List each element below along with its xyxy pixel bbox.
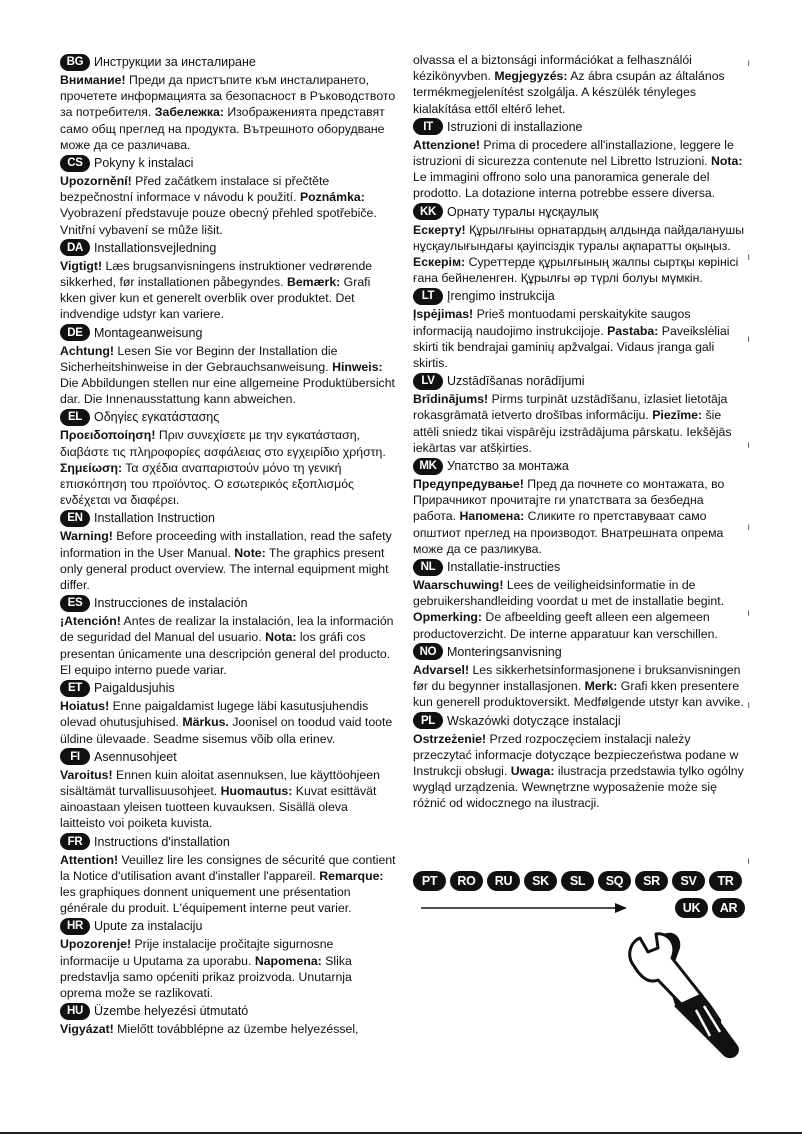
section-body: [413, 662, 749, 711]
edge-mark: ı: [747, 58, 750, 69]
language-badge: KK: [413, 203, 443, 220]
section-title: Upute za instalaciju: [94, 919, 203, 934]
warning-label: Upozorenje!: [60, 937, 132, 952]
language-badge: BG: [60, 54, 90, 71]
section-title: Pokyny k instalaci: [94, 156, 194, 171]
section-title: Instrucciones de instalación: [94, 596, 248, 611]
section-nl: [413, 557, 749, 642]
section-header: [60, 238, 396, 258]
body-text: Lesen Sie vor Beginn der Installation die Sicherheitshinweise in der Gebrauchsanweisung.: [60, 343, 338, 374]
section-header: [60, 747, 396, 767]
body-text: Grafi kken giver kun et generelt overblik over produktet. Det indvendige udstyr kan variere.: [60, 275, 371, 322]
body-text: Kuvat esittävät ainoastaan yleisen tuotteen kuvauksen. Sisällä oleva laitteisto voi poiketa kuvista.: [60, 783, 377, 831]
section-body: [413, 731, 749, 812]
section-body: [413, 391, 749, 456]
section-body: [413, 52, 749, 117]
body-text: Enne paigaldamist lugege läbi kasutusjuhendis olevad ohutusjuhised.: [60, 699, 369, 730]
section-body: [60, 1021, 396, 1037]
body-text: Пред да почнете со монтажата, во Прирачникот прочитајте ги упатствата за безбедна работа.: [413, 477, 725, 524]
warning-label: Σημείωση:: [60, 460, 123, 475]
section-title: Installatie-instructies: [447, 560, 561, 575]
section-header: [60, 1001, 396, 1021]
edge-mark: ı: [747, 856, 750, 867]
language-badge-sv: SV: [672, 871, 705, 891]
warning-label: Waarschuwing!: [413, 578, 504, 593]
warning-label: Предупредување!: [413, 477, 524, 492]
warning-label: Vigyázat!: [60, 1022, 114, 1037]
section-pl: [413, 711, 749, 812]
section-header: [60, 508, 396, 528]
warning-label: Note:: [234, 545, 266, 560]
right-arrow-icon: [419, 898, 675, 918]
section-body: [60, 258, 396, 323]
warning-label: Hoiatus!: [60, 699, 110, 714]
warning-label: Ostrzeżenie!: [413, 731, 487, 746]
warning-label: Poznámka:: [299, 190, 365, 205]
section-header: [60, 916, 396, 936]
section-en: [60, 508, 396, 593]
warning-label: Įspėjimas!: [413, 307, 474, 322]
edge-mark: ı: [747, 440, 750, 451]
language-badge: FR: [60, 833, 90, 850]
warning-label: ¡Atención!: [60, 614, 121, 629]
language-badge-ro: RO: [450, 871, 483, 891]
section-es: [60, 593, 396, 678]
section-body: [60, 698, 396, 747]
right-column: [413, 52, 749, 812]
section-title: Οδηγίες εγκατάστασης: [94, 410, 220, 425]
section-header: [413, 286, 749, 306]
body-text: les graphiques donnent uniquement une présentation générale du produit. L'équipement interne peut varier.: [60, 884, 352, 916]
warning-label: Hinweis:: [332, 359, 383, 374]
warning-label: Pastaba:: [607, 323, 659, 338]
warning-label: Vigtigt!: [60, 258, 103, 273]
section-header: [60, 593, 396, 613]
body-text: Сликите го претставуваат само општиот преглед на производот. Внатрешната опрема може да се разликува.: [413, 509, 724, 556]
body-text: Læs brugsanvisningens instruktioner vedrørende sikkerhed, før installationen påbegyndes.: [60, 258, 373, 290]
section-header: [60, 407, 396, 427]
body-text: olvassa el a biztonsági információkat a felhasználói kézikönyvben.: [413, 53, 692, 84]
body-text: Изображенията представят само общ преглед на продукта. Вътрешното оборудване може да се различава.: [60, 105, 385, 152]
body-text: Joonisel on toodud vaid toote üldine ülevaade. Seadme sisemus võib olla erinev.: [60, 715, 393, 746]
body-text: Before proceeding with installation, read the safety information in the User Manual.: [60, 529, 392, 560]
language-badge: ET: [60, 680, 90, 697]
warning-label: Varoitus!: [60, 767, 113, 782]
body-text: Mielőtt továbblépne az üzembe helyezéssel,: [113, 1022, 359, 1037]
section-body: [60, 767, 396, 832]
section-body: [60, 343, 396, 408]
language-badges-row-1: [413, 869, 749, 893]
section-el: [60, 407, 396, 508]
warning-label: Advarsel!: [413, 662, 470, 677]
section-body: [413, 222, 749, 287]
language-badge: DA: [60, 239, 90, 256]
warning-label: Nota:: [265, 630, 297, 645]
warning-label: Remarque:: [319, 868, 384, 883]
language-badge-sl: SL: [561, 871, 594, 891]
body-text: Құрылғыны орнатардың алдында пайдаланушы нұсқаулығындағы қауіпсіздік туралы ақпаратты оқыңыз.: [413, 222, 745, 253]
body-text: Суреттерде құрылғының жалпы сыртқы көрінісі ғана бейнеленген. Құрылғы әр түрлі болуы мүмкін.: [413, 255, 739, 286]
section-cs: [60, 153, 396, 238]
page-bottom-rule: [0, 1132, 802, 1134]
section-title: Istruzioni di installazione: [447, 119, 583, 134]
body-text: ilustracja przedstawia tylko ogólny wygląd urządzenia. Wewnętrzne wyposażenie może się różnić od widocznego na ilustracji.: [413, 763, 744, 811]
section-header: [413, 642, 749, 662]
language-badge: HR: [60, 918, 90, 935]
warning-label: Warning!: [60, 529, 113, 544]
body-text: šie attēli sniedz tikai vispārēju izstrādājuma pārskatu. Iekšējās iekārtas var atšķirties.: [413, 408, 732, 455]
section-kk: [413, 202, 749, 287]
language-badge: FI: [60, 748, 90, 765]
section-title: Installationsvejledning: [94, 240, 217, 255]
language-badge: IT: [413, 118, 443, 135]
language-badge-pt: PT: [413, 871, 446, 891]
edge-mark: ı: [747, 522, 750, 533]
section-body: [60, 852, 396, 917]
language-badge-tr: TR: [709, 871, 742, 891]
warning-label: Προειδοποίηση!: [60, 428, 156, 443]
language-badge: NL: [413, 559, 443, 576]
language-badges-row-2: [413, 896, 749, 920]
section-hr: [60, 916, 396, 1001]
section-title: Asennusohjeet: [94, 749, 177, 764]
language-badge-ar: AR: [712, 898, 745, 918]
body-text: Paveikslėliai skirti tik bendrajai gaminių apžvalgai. Vidaus įranga gali skirtis.: [413, 323, 730, 371]
section-lv: [413, 371, 749, 456]
section-body: [60, 528, 396, 593]
section-mk: [413, 456, 749, 557]
section-body: [60, 173, 396, 238]
body-text: Grafi kken presentere kun generell produktoversikt. Medfølgende utstyr kan avvike.: [413, 679, 744, 710]
section-title: Инструкции за инсталиране: [94, 55, 256, 69]
section-header: [60, 678, 396, 698]
language-badge: CS: [60, 155, 90, 172]
warning-label: Brīdinājums!: [413, 392, 489, 407]
language-badge: ES: [60, 595, 90, 612]
section-it: [413, 117, 749, 202]
language-badge-ru: RU: [487, 871, 520, 891]
edge-mark: ı: [747, 252, 750, 263]
section-no: [413, 642, 749, 711]
language-badge: PL: [413, 712, 443, 729]
language-badge-sr: SR: [635, 871, 668, 891]
section-body: [413, 306, 749, 371]
section-title: Monteringsanvisning: [447, 644, 562, 659]
body-text: Lees de veiligheidsinformatie in de gebruikershandleiding voordat u met de installatie begint.: [413, 578, 725, 609]
section-et: [60, 678, 396, 747]
body-text: Veuillez lire les consignes de sécurité que contient la Notice d'utilisation avant d'installer l'appareil.: [60, 852, 396, 883]
section-body: [60, 613, 396, 678]
warning-label: Märkus.: [182, 715, 229, 730]
section-title: Упатство за монтажа: [447, 459, 569, 474]
warning-label: Piezīme:: [652, 408, 703, 423]
body-text: The graphics present only general product overview. The internal equipment might differ.: [60, 545, 389, 593]
body-text: Prima di procedere all'installazione, leggere le istruzioni di sicurezza contenute nel Libretto Istruzioni.: [413, 137, 734, 169]
body-text: De afbeelding geeft alleen een algemeen productoverzicht. De interne apparatuur kan verschillen.: [413, 610, 718, 641]
section-title: Uzstādīšanas norādījumi: [447, 374, 585, 389]
section-title: Įrengimo instrukcija: [447, 289, 555, 304]
section-title: Орнату туралы нұсқаулық: [447, 204, 598, 219]
section-fr: [60, 832, 396, 917]
section-title: Instructions d'installation: [94, 834, 230, 849]
section-lt: [413, 286, 749, 371]
warning-label: Upozornění!: [60, 174, 132, 189]
section-body: [60, 427, 396, 508]
edge-mark: ı: [747, 334, 750, 345]
wrench-screwdriver-icon: [600, 918, 750, 1073]
section-body: [60, 72, 396, 153]
body-text: Prije instalacije pročitajte sigurnosne informacije u Uputama za uporabu.: [60, 937, 334, 968]
section-body: [413, 577, 749, 642]
section-de: [60, 323, 396, 408]
body-text: Slika predstavlja samo općeniti prikaz proizvoda. Unutarnja oprema može se razlikovati.: [60, 953, 352, 1000]
section-header: [60, 832, 396, 852]
body-text: Ennen kuin aloitat asennuksen, lue käyttöohjeen sisältämät turvallisuusohjeet.: [60, 767, 380, 798]
section-continued: [413, 52, 749, 117]
section-header: [413, 711, 749, 731]
language-badge: HU: [60, 1003, 90, 1020]
body-text: Les sikkerhetsinformasjonene i bruksanvisningen før du begynner installasjonen.: [413, 662, 741, 694]
warning-label: Huomautus:: [220, 783, 293, 798]
edge-mark: ı: [747, 700, 750, 711]
language-badge: DE: [60, 324, 90, 341]
left-column: [60, 52, 396, 1037]
warning-label: Ескерту!: [413, 222, 466, 237]
language-badge: EL: [60, 409, 90, 426]
section-header: [60, 323, 396, 343]
body-text: Πριν συνεχίσετε με την εγκατάσταση, διαβάστε τις πληροφορίες ασφάλειας στο εγχειρίδιο χρήστη.: [60, 428, 386, 459]
section-header: [60, 52, 396, 72]
warning-label: Megjegyzés:: [494, 69, 568, 84]
language-badge-uk: UK: [675, 898, 708, 918]
warning-label: Внимание!: [60, 73, 126, 87]
warning-label: Opmerking:: [413, 610, 483, 625]
body-text: Le immagini offrono solo una panoramica generale del prodotto. La dotazione interna potrebbe essere diversa.: [413, 170, 716, 201]
section-title: Paigaldusjuhis: [94, 681, 175, 696]
body-text: Antes de realizar la instalación, lea la información de seguridad del Manual del usuario.: [60, 614, 394, 645]
section-fi: [60, 747, 396, 832]
section-header: [413, 557, 749, 577]
section-header: [60, 153, 396, 173]
body-text: Преди да пристъпите към инсталирането, прочетете информацията за безопасност в Ръководството за потребителя.: [60, 73, 396, 120]
language-badge: LT: [413, 288, 443, 305]
language-badge: MK: [413, 458, 443, 475]
section-title: Installation Instruction: [94, 511, 215, 526]
warning-label: Забележка:: [154, 105, 224, 120]
section-header: [413, 456, 749, 476]
body-text: Τα σχέδια αναπαριστούν μόνο τη γενική επισκόπηση του προϊόντος. Ο εσωτερικός εξοπλισμός ενδέχεται να διαφέρει.: [60, 460, 354, 508]
body-text: Prieš montuodami perskaitykite saugos informaciją naudojimo instrukcijoje.: [413, 307, 691, 338]
other-languages: [413, 869, 749, 923]
warning-label: Bemærk:: [286, 275, 341, 290]
section-header: [413, 371, 749, 391]
body-text: Przed rozpoczęciem instalacji należy przeczytać informacje dotyczące bezpieczeństwa podane w Instrukcji obsługi.: [413, 731, 739, 778]
warning-label: Uwaga:: [510, 763, 555, 778]
warning-label: Achtung!: [60, 343, 114, 358]
warning-label: Ескерім:: [413, 255, 466, 270]
section-title: Wskazówki dotyczące instalacji: [447, 713, 621, 728]
body-text: Vyobrazení představuje pouze obecný přehled spotřebiče. Vnitřní vybavení se může lišit.: [60, 206, 377, 237]
section-header: [413, 117, 749, 137]
body-text: los gráfi cos presentan únicamente una descripción general del producto. El equipo interno puede variar.: [60, 630, 391, 677]
warning-label: Напомена:: [459, 509, 525, 524]
language-badge: EN: [60, 510, 90, 527]
warning-label: Merk:: [584, 679, 618, 694]
section-body: [413, 137, 749, 202]
section-header: [413, 202, 749, 222]
section-title: Üzembe helyezési útmutató: [94, 1004, 249, 1019]
language-badge: NO: [413, 643, 443, 660]
edge-mark: ı: [747, 608, 750, 619]
section-hu: [60, 1001, 396, 1037]
warning-label: Nota:: [711, 154, 743, 169]
body-text: Před začátkem instalace si přečtěte bezpečnostní informace v návodu k použití.: [60, 174, 330, 205]
section-body: [60, 936, 396, 1001]
section-da: [60, 238, 396, 323]
body-text: Pirms turpināt uzstādīšanu, izlasiet lietotāja rokasgrāmatā ietverto drošības informāciju.: [413, 392, 728, 423]
language-badge-sk: SK: [524, 871, 557, 891]
section-title: Montageanweisung: [94, 325, 203, 340]
body-text: Az ábra csupán az általános termékmegjelenítést szolgálja. A készülék tényleges kialakítása ettől eltérő lehet.: [413, 69, 725, 116]
section-bg: [60, 52, 396, 153]
language-badge: LV: [413, 373, 443, 390]
warning-label: Attention!: [60, 852, 119, 867]
warning-label: Attenzione!: [413, 137, 480, 152]
warning-label: Napomena:: [254, 953, 322, 968]
language-badge-sq: SQ: [598, 871, 631, 891]
body-text: Die Abbildungen stellen nur eine allgemeine Produktübersicht dar. Die Innenausstattung kann abweichen.: [60, 376, 395, 407]
section-body: [413, 476, 749, 557]
